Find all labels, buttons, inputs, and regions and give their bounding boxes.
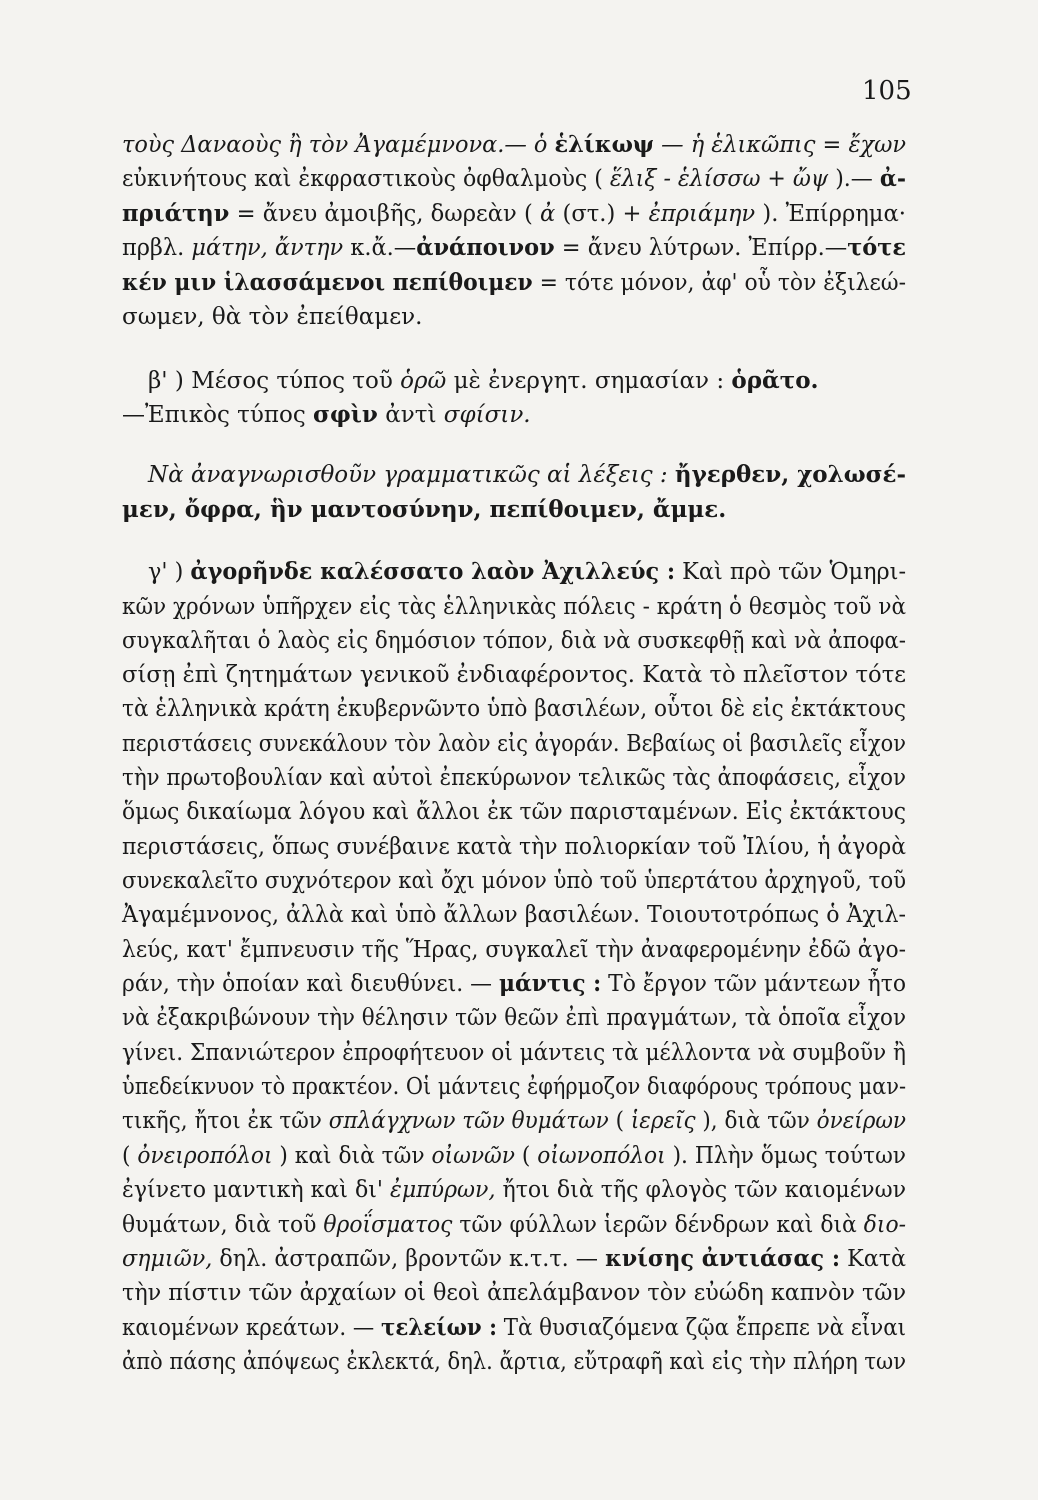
italic-text: τοὺς Δαναοὺς ἢ τὸν Ἀγαμέμνονα.— ὁ (122, 132, 555, 158)
text-line (122, 660, 906, 690)
bold-term: μεν, ὄφρα, ἣν μαντοσύνην, πεπίθοιμεν, ἄμμε. (122, 496, 727, 523)
text-run: καιομένων κρεάτων. — (122, 1315, 382, 1341)
text-run: συνεκαλεῖτο συχνότερον καὶ ὄχι μόνον ὑπὸ τοῦ ὑπερτάτου ἀρχηγοῦ, τοῦ (122, 868, 906, 894)
text-run: σίσῃ ἐπὶ ζητημάτων γενικοῦ ἐνδιαφέροντος. Κατὰ τὸ πλεῖστον τότε (122, 662, 906, 688)
text-line (122, 763, 906, 793)
text-line (122, 694, 906, 724)
text-line (122, 969, 906, 999)
bold-term: πριάτην (122, 200, 230, 227)
bold-term: κέν μιν ἱλασσάμενοι πεπίθοιμεν (122, 269, 533, 296)
text-run: = ἄνευ ἀμοιβῆς, δωρεὰν ( (229, 201, 541, 227)
italic-text: οἰωνοπόλοι (537, 1143, 666, 1169)
bold-term: ἑλίκωψ (554, 131, 655, 158)
text-line (122, 199, 906, 229)
italic-text: διο- (863, 1212, 906, 1238)
text-run: ( (514, 1143, 538, 1169)
bold-term: ἀγορῆνδε καλέσσατο λαὸν Ἀχιλλεύς : (190, 558, 676, 585)
italic-text: ὁρῶ (400, 368, 447, 394)
text-run: δηλ. ἀστραπῶν, βροντῶν κ.τ.τ. — (212, 1246, 606, 1272)
bold-term: σφὶν (313, 401, 378, 428)
text-run: εὐκινήτους καὶ ἐκφραστικοὺς ὀφθαλμοὺς ( (122, 166, 610, 192)
text-line (122, 935, 906, 965)
text-run: Ἀγαμέμνονος, ἀλλὰ καὶ ὑπὸ ἄλλων βασιλέων. Τοιουτοτρόπως ὁ Ἀχιλ- (122, 902, 906, 928)
bold-term: τελείων : (381, 1314, 497, 1341)
text-run: ἀντὶ (377, 402, 444, 428)
bold-term: ἀνάποινον (416, 234, 555, 261)
text-line (122, 900, 906, 930)
text-line (122, 1175, 906, 1205)
text-line (122, 130, 906, 160)
text-run: τῶν φύλλων ἱερῶν δένδρων καὶ διὰ (452, 1212, 864, 1238)
text-line (122, 164, 906, 194)
page-number: 105 (862, 76, 912, 106)
text-run: Τὰ θυσιαζόμενα ζῷα ἔπρεπε νὰ εἶναι (496, 1315, 906, 1341)
text-line (148, 557, 906, 587)
text-line (148, 460, 906, 490)
italic-text: ἀ (540, 201, 556, 227)
text-line (122, 1313, 906, 1343)
text-run: τὴν πίστιν τῶν ἀρχαίων οἱ θεοὶ ἀπελάμβανον τὸν εὐώδη καπνὸν τῶν (122, 1280, 906, 1306)
italic-text: σημιῶν, (122, 1246, 213, 1272)
italic-text: ὀνειροπόλοι (137, 1143, 273, 1169)
text-line (122, 729, 906, 759)
text-line (122, 1106, 906, 1136)
text-run: ). Πλὴν ὅμως τούτων (665, 1143, 906, 1169)
text-run: σωμεν, θὰ τὸν ἐπείθαμεν. (122, 304, 423, 330)
italic-text: μάτην, ἄντην (191, 235, 344, 261)
italic-text: ἐμπύρων, (389, 1177, 496, 1203)
text-line (122, 1038, 906, 1068)
text-run: τὴν πρωτοβουλίαν καὶ αὐτοὶ ἐπεκύρωνον τελικῶς τὰς ἀποφάσεις, εἶχον (122, 765, 906, 791)
text-run: ) καὶ διὰ τῶν (272, 1143, 432, 1169)
text-run: περιστάσεις, ὅπως συνέβαινε κατὰ τὴν πολιορκίαν τοῦ Ἰλίου, ἡ ἀγορὰ (122, 834, 906, 860)
bold-term: ὁρᾶτο. (731, 367, 819, 394)
text-run: ἤτοι διὰ τῆς φλογὸς τῶν καιομένων (495, 1177, 906, 1203)
italic-text: Νὰ ἀναγνωρισθοῦν γραμματικῶς αἱ λέξεις : (148, 462, 675, 488)
italic-text: σφίσιν. (443, 402, 531, 428)
text-run: περιστάσεις συνεκάλουν τὸν λαὸν εἰς ἀγοράν. Βεβαίως οἱ βασιλεῖς εἶχον (122, 731, 906, 757)
text-line (122, 1244, 906, 1274)
text-run: Καὶ πρὸ τῶν Ὁμηρι- (675, 559, 906, 585)
text-run: = τότε μόνον, ἀφ' οὗ τὸν ἐξιλεώ- (532, 270, 906, 296)
text-run: μὲ ἐνεργητ. σημασίαν : (446, 368, 732, 394)
text-run: ἀπὸ πάσης ἀπόψεως ἐκλεκτά, δηλ. ἄρτια, εὔτραφῆ καὶ εἰς τὴν πλήρη των (122, 1349, 906, 1375)
text-line (122, 592, 906, 622)
bold-term: ἀ- (879, 165, 906, 192)
italic-text: θροΐσματος (323, 1212, 453, 1238)
text-run: β' ) Μέσος τύπος τοῦ (148, 368, 401, 394)
text-run: γίνει. Σπανιώτερον ἐπροφήτευον οἱ μάντεις τὰ μέλλοντα νὰ συμβοῦν ἢ (122, 1040, 906, 1066)
italic-text: ἱερεῖς (630, 1108, 696, 1134)
text-run: τὰ ἑλληνικὰ κράτη ἐκυβερνῶντο ὑπὸ βασιλέων, οὗτοι δὲ εἰς ἐκτάκτους (122, 696, 906, 722)
text-line (122, 1003, 906, 1033)
text-run: συγκαλῆται ὁ λαὸς εἰς δημόσιον τόπον, διὰ νὰ συσκεφθῇ καὶ νὰ ἀποφα- (122, 628, 906, 654)
text-run: νὰ ἐξακριβώνουν τὴν θέλησιν τῶν θεῶν ἐπὶ πραγμάτων, τὰ ὁποῖα εἶχον (122, 1005, 906, 1031)
text-line (122, 495, 726, 525)
text-line (148, 366, 819, 396)
text-run: Κατὰ (840, 1246, 906, 1272)
text-run: κ.ἄ.— (343, 235, 417, 261)
text-line (122, 797, 906, 827)
text-run: πρβλ. (122, 235, 192, 261)
text-line (122, 832, 906, 862)
italic-text: ἕλιξ - ἑλίσσω + ὤψ (609, 166, 836, 192)
text-line (122, 626, 906, 656)
text-run: ὅμως δικαίωμα λόγου καὶ ἄλλοι ἐκ τῶν παρισταμένων. Εἰς ἐκτάκτους (122, 799, 906, 825)
italic-text: ἐπριάμην (648, 201, 756, 227)
text-run: ὑπεδείκνυον τὸ πρακτέον. Οἱ μάντεις ἐφήρμοζον διαφόρους τρόπους μαν- (122, 1074, 906, 1100)
text-line (122, 233, 906, 263)
text-line (122, 1141, 906, 1171)
text-run: θυμάτων, διὰ τοῦ (122, 1212, 324, 1238)
text-run: ), διὰ τῶν (695, 1108, 817, 1134)
text-run: λεύς, κατ' ἔμπνευσιν τῆς Ἥρας, συγκαλεῖ τὴν ἀναφερομένην ἐδῶ ἀγο- (122, 937, 906, 963)
text-line (122, 302, 422, 332)
text-run: ). Ἐπίρρημα· (755, 201, 906, 227)
italic-text: — ἡ ἑλικῶπις = ἔχων (654, 132, 906, 158)
italic-text: σπλάγχνων τῶν θυμάτων (328, 1108, 609, 1134)
text-line (122, 1278, 906, 1308)
bold-term: ἤγερθεν, χολωσέ- (674, 461, 906, 488)
text-run: Τὸ ἔργον τῶν μάντεων ἦτο (601, 971, 906, 997)
text-run: ( (122, 1143, 138, 1169)
text-run: ( (608, 1108, 631, 1134)
text-run: ἐγίνετο μαντικὴ καὶ δι' (122, 1177, 390, 1203)
text-line (122, 1210, 906, 1240)
text-run: (στ.) + (555, 201, 649, 227)
text-line (122, 400, 531, 430)
text-run: κῶν χρόνων ὑπῆρχεν εἰς τὰς ἑλληνικὰς πόλεις - κράτη ὁ θεσμὸς τοῦ νὰ (122, 594, 906, 620)
bold-term: μάντις : (498, 970, 602, 997)
text-run: = ἄνευ λύτρων. Ἐπίρρ.— (554, 235, 848, 261)
italic-text: οἰωνῶν (431, 1143, 515, 1169)
text-run: —Ἐπικὸς τύπος (122, 402, 314, 428)
text-run: ράν, τὴν ὁποίαν καὶ διευθύνει. — (122, 971, 499, 997)
text-line (122, 268, 906, 298)
text-run: γ' ) (148, 559, 191, 585)
bold-term: κνίσης ἀντιάσας : (605, 1245, 841, 1272)
text-run: τικῆς, ἤτοι ἐκ τῶν (122, 1108, 329, 1134)
text-line (122, 866, 906, 896)
italic-text: ὀνείρων (816, 1108, 906, 1134)
bold-term: τότε (847, 234, 906, 261)
text-line (122, 1072, 906, 1102)
text-run: ).— (835, 166, 880, 192)
text-line (122, 1347, 906, 1377)
